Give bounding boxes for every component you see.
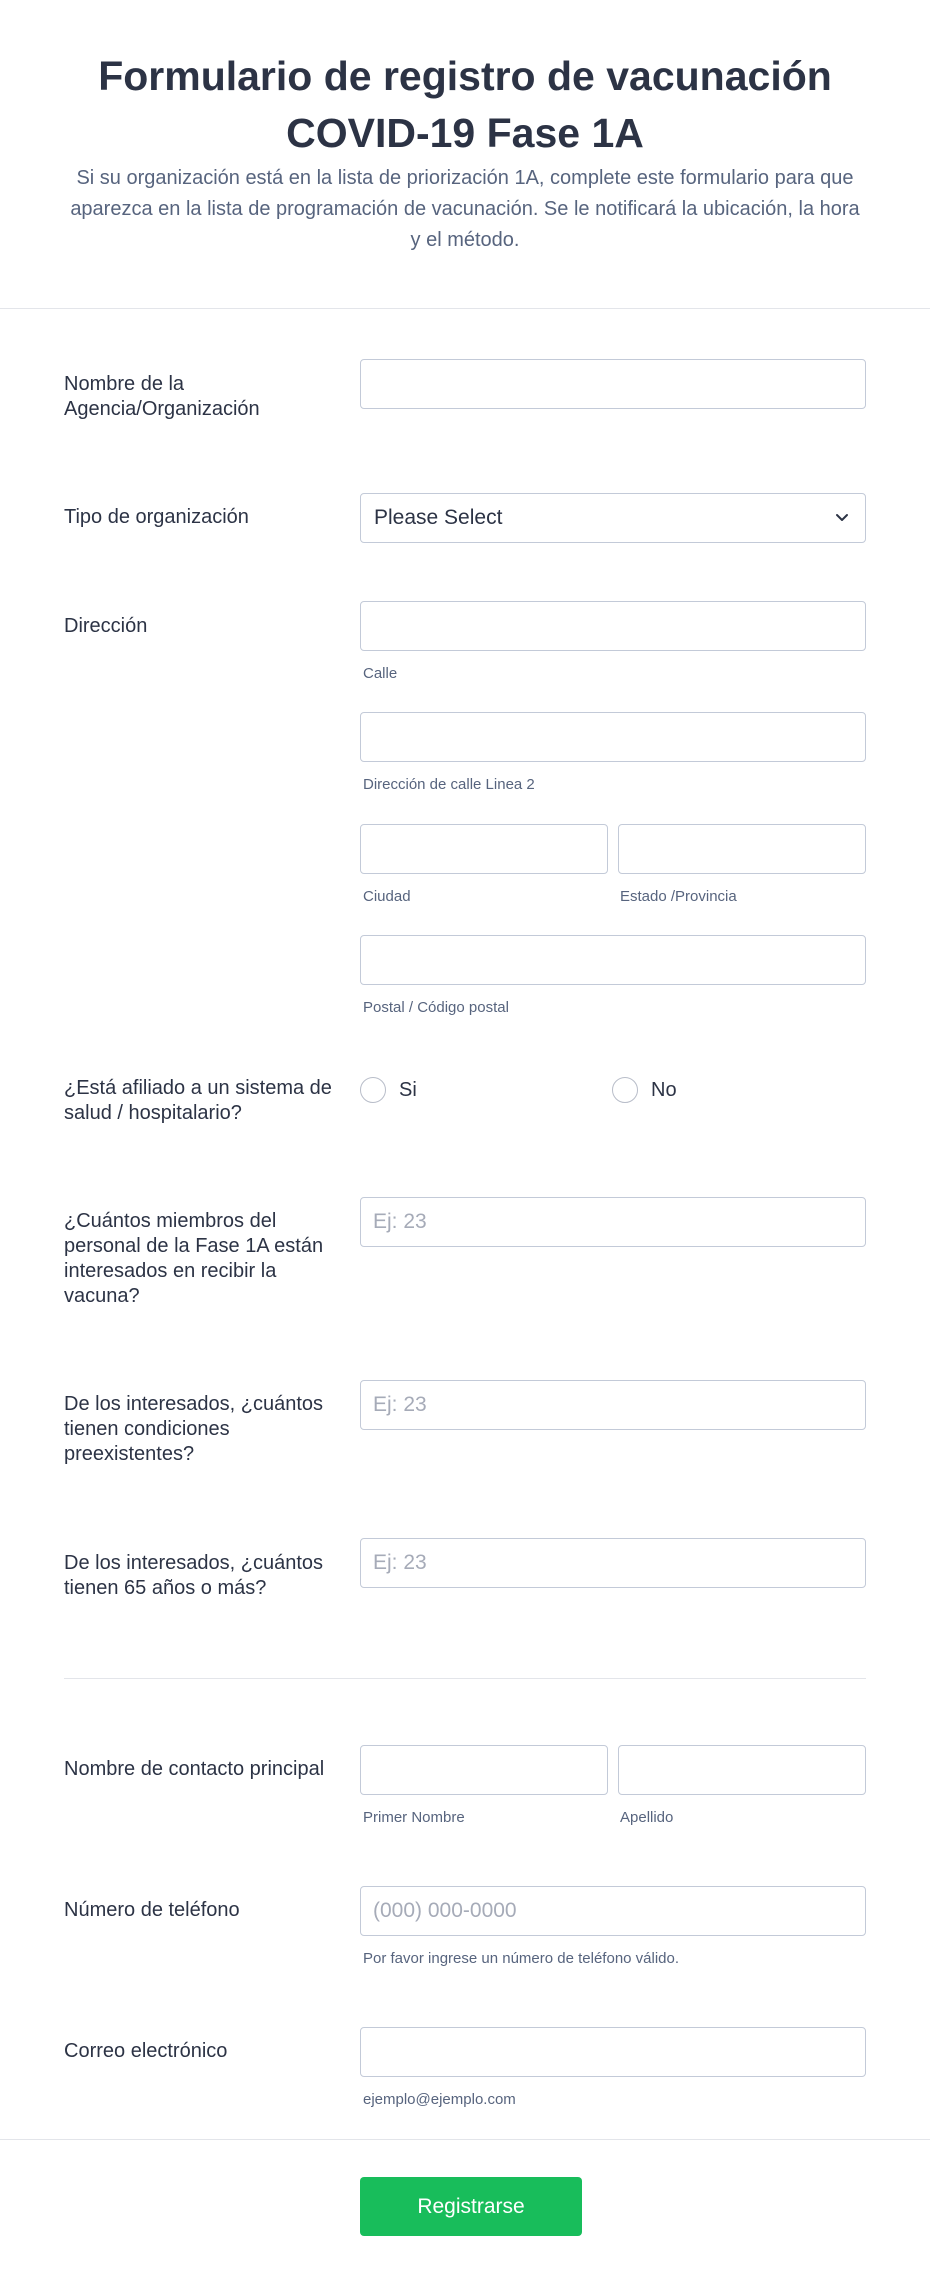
last-name-input[interactable] [618, 1745, 866, 1795]
city-sublabel: Ciudad [363, 888, 411, 905]
city-input[interactable] [360, 824, 608, 874]
email-label: Correo electrónico [64, 2040, 228, 2062]
agency-label: Nombre de la Agencia/Organización [64, 373, 260, 420]
first-name-input[interactable] [360, 1745, 608, 1795]
email-input[interactable] [360, 2027, 866, 2077]
org-type-selected: Please Select [374, 506, 503, 529]
members-label: ¿Cuántos miembros del personal de la Fase 1A están interesados en recibir la vacuna? [64, 1210, 324, 1307]
postal-input[interactable] [360, 935, 866, 985]
first-name-sublabel: Primer Nombre [363, 1809, 465, 1826]
street-sublabel: Calle [363, 665, 398, 682]
over65-label: De los interesados, ¿cuántos tienen 65 años o más? [64, 1552, 324, 1599]
state-input[interactable] [618, 824, 866, 874]
state-sublabel: Estado /Provincia [620, 888, 737, 905]
agency-input[interactable] [360, 359, 866, 409]
footer-divider [0, 2139, 930, 2140]
radio-label-si: Si [399, 1078, 417, 1101]
over65-input[interactable] [360, 1538, 866, 1588]
section-divider [64, 1678, 866, 1679]
postal-sublabel: Postal / Código postal [363, 999, 509, 1016]
affiliated-label: ¿Está afiliado a un sistema de salud / hospitalario? [64, 1077, 332, 1124]
street2-sublabel: Dirección de calle Linea 2 [363, 776, 535, 793]
street-input[interactable] [360, 601, 866, 651]
contact-label: Nombre de contacto principal [64, 1758, 325, 1780]
phone-label: Número de teléfono [64, 1899, 240, 1921]
org-type-label: Tipo de organización [64, 506, 249, 528]
submit-button[interactable]: Registrarse [360, 2177, 582, 2236]
conditions-input[interactable] [360, 1380, 866, 1430]
org-type-select[interactable] [360, 493, 866, 543]
address-label: Dirección [64, 615, 148, 637]
members-input[interactable] [360, 1197, 866, 1247]
conditions-label: De los interesados, ¿cuántos tienen condiciones preexistentes? [64, 1393, 324, 1465]
form-title: Formulario de registro de vacunación COVID-19 Fase 1A [98, 53, 832, 156]
phone-sublabel: Por favor ingrese un número de teléfono válido. [363, 1950, 680, 1967]
radio-circle[interactable] [612, 1077, 638, 1103]
radio-option-si[interactable] [360, 1077, 417, 1103]
radio-option-no[interactable] [612, 1077, 677, 1103]
form-subtitle: Si su organización está en la lista de priorización 1A, complete este formulario para que aparezca en la lista de programación de vacunación. Se le notificará la ubicación, la hora y el método. [70, 167, 860, 251]
chevron-down-icon [833, 508, 851, 526]
header-divider [0, 308, 930, 309]
radio-label-no: No [651, 1078, 677, 1101]
street2-input[interactable] [360, 712, 866, 762]
radio-circle[interactable] [360, 1077, 386, 1103]
last-name-sublabel: Apellido [620, 1809, 674, 1826]
form-header [0, 0, 930, 310]
phone-input[interactable] [360, 1886, 866, 1936]
email-sublabel: ejemplo@ejemplo.com [363, 2091, 516, 2108]
